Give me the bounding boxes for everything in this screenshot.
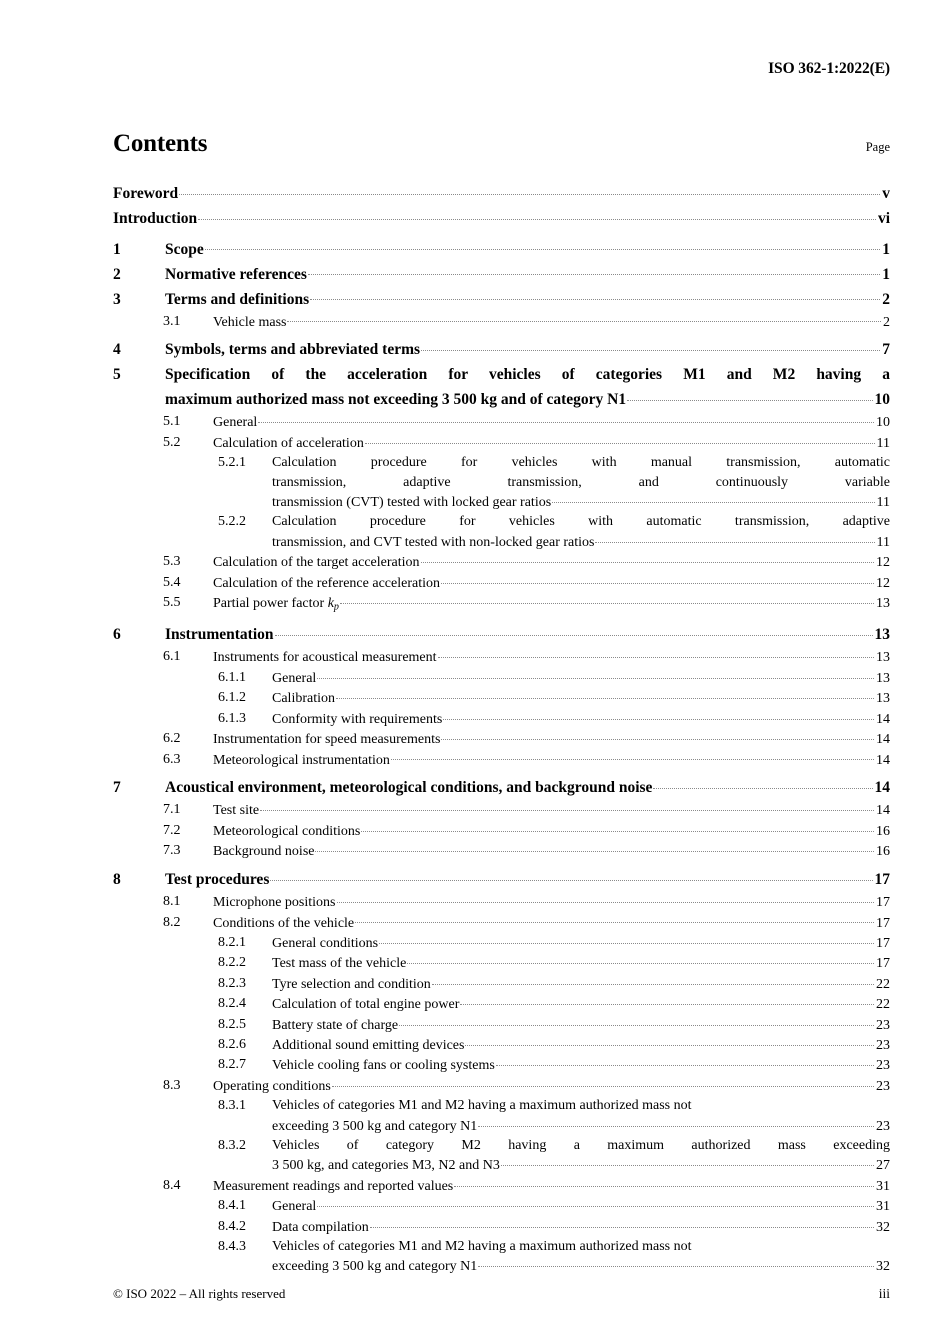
dot-leader xyxy=(501,1155,874,1169)
toc-entry-page-number: 14 xyxy=(876,752,890,768)
dot-leader xyxy=(310,288,880,304)
toc-entry[interactable] xyxy=(113,709,890,729)
toc-entry-body xyxy=(213,1076,890,1096)
toc-entry-body xyxy=(213,1176,890,1196)
toc-entry-title-line: Vehicles of categories M1 and M2 having a maximum authorized mass not xyxy=(272,1098,692,1114)
toc-entry-page-number: 13 xyxy=(874,626,890,644)
toc-entry-title: Instrumentation xyxy=(165,626,274,644)
toc-entry-number: 5.2.2 xyxy=(218,514,246,530)
toc-entry-title: General conditions xyxy=(272,935,379,951)
table-of-contents xyxy=(113,181,890,1277)
toc-entry-body xyxy=(272,933,890,953)
toc-entry-body xyxy=(213,593,890,617)
toc-entry-body xyxy=(272,512,890,552)
toc-entry-body xyxy=(213,800,890,820)
toc-entry[interactable] xyxy=(113,867,890,892)
toc-entry-title: Normative references xyxy=(165,265,307,283)
toc-entry-number: 8.2.2 xyxy=(218,955,246,971)
toc-entry-title: Instruments for acoustical measurement xyxy=(213,650,437,666)
toc-entry-title: Measurement readings and reported values xyxy=(213,1178,454,1194)
toc-entry[interactable] xyxy=(113,933,890,953)
toc-entry-number: 7.2 xyxy=(163,822,181,838)
toc-entry-page-number: 1 xyxy=(882,265,890,283)
toc-entry-body xyxy=(165,622,890,647)
toc-entry-page-number: 16 xyxy=(876,844,890,860)
toc-entry-body xyxy=(165,287,890,312)
toc-entry-body xyxy=(165,775,890,800)
toc-entry-title-line: Vehicles of categories M1 and M2 having a maximum authorized mass not xyxy=(272,1239,692,1255)
toc-entry-body xyxy=(213,841,890,861)
dot-leader xyxy=(287,312,881,326)
toc-entry-number: 3.1 xyxy=(163,313,181,329)
toc-entry[interactable] xyxy=(113,433,890,453)
toc-entry-body xyxy=(272,974,890,994)
dot-leader xyxy=(332,1076,874,1090)
toc-entry-title: Meteorological instrumentation xyxy=(213,752,390,768)
toc-entry-number: 8.4.2 xyxy=(218,1218,246,1234)
copyright-notice: © ISO 2022 – All rights reserved xyxy=(113,1286,286,1301)
toc-entry[interactable] xyxy=(113,312,890,332)
toc-entry-number: 8.1 xyxy=(163,894,181,910)
toc-entry-number: 7.1 xyxy=(163,802,181,818)
toc-entry-body xyxy=(165,262,890,287)
toc-entry[interactable] xyxy=(113,1176,890,1196)
toc-entry-title: Meteorological conditions xyxy=(213,823,361,839)
toc-entry-title: Terms and definitions xyxy=(165,290,310,308)
toc-entry-title: General xyxy=(272,1199,317,1215)
toc-entry[interactable] xyxy=(113,729,890,749)
toc-entry-title: General xyxy=(213,415,258,431)
toc-entry-title: Data compilation xyxy=(272,1219,369,1235)
toc-entry-number: 8.2.1 xyxy=(218,934,246,950)
toc-entry-number: 6.1.1 xyxy=(218,669,246,685)
toc-entry-title: Tyre selection and condition xyxy=(272,976,431,992)
toc-entry-number: 8.3.1 xyxy=(218,1098,246,1114)
toc-entry-title-line: exceeding 3 500 kg and category N1 xyxy=(272,1259,478,1275)
toc-entry-number: 5 xyxy=(113,366,121,384)
toc-entry[interactable] xyxy=(113,622,890,647)
dot-leader xyxy=(454,1176,874,1190)
toc-entry-number: 1 xyxy=(113,240,121,258)
dot-leader xyxy=(399,1015,874,1029)
dot-leader xyxy=(370,1217,874,1231)
toc-entry-page-number: 12 xyxy=(876,575,890,591)
toc-entry-number: 6.1 xyxy=(163,649,181,665)
dot-leader xyxy=(355,913,874,927)
toc-entry-page-number: 23 xyxy=(876,1118,890,1134)
toc-entry-page-number: 10 xyxy=(876,415,890,431)
dot-leader xyxy=(179,183,880,199)
toc-entry-title-line: Vehicles of category M2 having a maximum authorized mass exceeding xyxy=(272,1138,890,1154)
toc-entry-body xyxy=(272,453,890,512)
dot-leader xyxy=(478,1256,874,1270)
toc-entry-page-number: 11 xyxy=(876,435,890,451)
toc-entry[interactable] xyxy=(113,913,890,933)
toc-entry-page-number: 27 xyxy=(876,1158,890,1174)
toc-entry-title: Background noise xyxy=(213,844,315,860)
dot-leader xyxy=(460,994,874,1008)
toc-entry-title: Operating conditions xyxy=(213,1078,331,1094)
toc-entry-number: 6.1.3 xyxy=(218,710,246,726)
toc-entry-page-number: 13 xyxy=(876,670,890,686)
toc-entry-page-number: 10 xyxy=(874,391,890,409)
toc-entry-body xyxy=(213,750,890,770)
toc-entry-title: General xyxy=(272,670,317,686)
toc-entry-body xyxy=(272,1237,890,1277)
dot-leader xyxy=(270,869,872,885)
toc-entry-page-number: 11 xyxy=(876,495,890,511)
toc-entry-number: 6 xyxy=(113,626,121,644)
toc-entry-body xyxy=(213,433,890,453)
toc-entry-number: 8.2.4 xyxy=(218,996,246,1012)
dot-leader xyxy=(361,821,874,835)
toc-entry-number: 3 xyxy=(113,290,121,308)
toc-entry-body xyxy=(213,647,890,667)
toc-entry-page-number: 17 xyxy=(876,895,890,911)
toc-entry-body xyxy=(272,1136,890,1176)
toc-entry-body xyxy=(272,1055,890,1075)
dot-leader xyxy=(441,573,874,587)
dot-leader xyxy=(438,647,874,661)
toc-entry-number: 5.2.1 xyxy=(218,455,246,471)
toc-entry-body xyxy=(272,994,890,1014)
dot-leader xyxy=(198,208,876,224)
toc-entry-number: 5.4 xyxy=(163,574,181,590)
toc-entry-title-line: transmission, and CVT tested with non-locked gear ratios xyxy=(272,534,595,550)
toc-entry-page-number: 14 xyxy=(874,779,890,797)
toc-entry-title-line: Calculation procedure for vehicles with automatic transmission, adaptive xyxy=(272,514,890,530)
toc-entry-number: 8.4 xyxy=(163,1177,181,1193)
toc-entry-page-number: 13 xyxy=(876,596,890,612)
toc-entry-number: 6.1.2 xyxy=(218,690,246,706)
dot-leader xyxy=(595,532,874,546)
toc-entry-title: Vehicle cooling fans or cooling systems xyxy=(272,1058,495,1074)
dot-leader xyxy=(205,238,881,254)
toc-entry[interactable] xyxy=(113,1136,890,1176)
toc-entry-body xyxy=(213,729,890,749)
toc-entry-body xyxy=(272,953,890,973)
toc-entry-page-number: 2 xyxy=(883,314,890,330)
toc-entry-page-number: 7 xyxy=(882,341,890,359)
toc-entry[interactable] xyxy=(113,1096,890,1136)
toc-entry-title: Test procedures xyxy=(165,871,270,889)
toc-entry-body xyxy=(165,337,890,362)
toc-entry-body xyxy=(213,412,890,432)
toc-entry-page-number: 13 xyxy=(876,650,890,666)
toc-entry-title: Calculation of the reference acceleration xyxy=(213,575,440,591)
toc-entry[interactable] xyxy=(113,892,890,912)
toc-entry-page-number: 17 xyxy=(876,935,890,951)
document-reference-header: ISO 362-1:2022(E) xyxy=(768,60,890,77)
toc-entry[interactable] xyxy=(113,800,890,820)
toc-entry[interactable] xyxy=(113,821,890,841)
toc-entry-page-number: 2 xyxy=(882,290,890,308)
toc-entry[interactable] xyxy=(113,512,890,552)
toc-entry-number: 5.5 xyxy=(163,595,181,611)
toc-entry[interactable] xyxy=(113,1076,890,1096)
toc-entry-number: 5.2 xyxy=(163,434,181,450)
toc-entry-title: Vehicle mass xyxy=(213,314,287,330)
page-column-label: Page xyxy=(865,140,890,154)
toc-entry-title: Calculation of acceleration xyxy=(213,435,364,451)
toc-entry-body xyxy=(213,573,890,593)
toc-entry[interactable] xyxy=(113,1055,890,1075)
toc-entry-body xyxy=(272,1217,890,1237)
toc-entry-title: Additional sound emitting devices xyxy=(272,1037,465,1053)
dot-leader xyxy=(340,593,874,607)
toc-entry-body xyxy=(113,181,890,206)
toc-entry-number: 8.3 xyxy=(163,1077,181,1093)
toc-entry[interactable] xyxy=(113,841,890,861)
dot-leader xyxy=(317,668,874,682)
toc-entry-title: Test mass of the vehicle xyxy=(272,956,407,972)
dot-leader xyxy=(465,1035,874,1049)
dot-leader xyxy=(478,1116,874,1130)
page-title: Contents xyxy=(113,130,208,157)
toc-entry-page-number: 14 xyxy=(876,711,890,727)
toc-entry-body xyxy=(272,1196,890,1216)
toc-entry-page-number: 1 xyxy=(882,240,890,258)
dot-leader xyxy=(552,492,874,506)
toc-entry-body xyxy=(213,312,890,332)
toc-entry-number: 7.3 xyxy=(163,843,181,859)
toc-entry-page-number: 14 xyxy=(876,803,890,819)
dot-leader xyxy=(260,800,874,814)
toc-entry-number: 8.2.6 xyxy=(218,1036,246,1052)
toc-entry-page-number: 32 xyxy=(876,1259,890,1275)
dot-leader xyxy=(441,729,874,743)
toc-entry-body xyxy=(113,206,890,231)
toc-entry-title: Conformity with requirements xyxy=(272,711,443,727)
toc-entry-page-number: 22 xyxy=(876,976,890,992)
toc-entry-number: 8 xyxy=(113,871,121,889)
toc-entry[interactable] xyxy=(113,206,890,231)
toc-entry[interactable] xyxy=(113,573,890,593)
toc-entry-number: 4 xyxy=(113,341,121,359)
toc-entry-title: Calculation of total engine power xyxy=(272,997,460,1013)
dot-leader xyxy=(627,389,872,405)
toc-entry-page-number: 17 xyxy=(876,915,890,931)
dot-leader xyxy=(421,552,874,566)
toc-entry[interactable] xyxy=(113,237,890,262)
dot-leader xyxy=(407,953,874,967)
toc-entry-title: Acoustical environment, meteorological conditions, and background noise xyxy=(165,779,653,797)
toc-entry[interactable] xyxy=(113,552,890,572)
dot-leader xyxy=(432,974,874,988)
toc-entry-title: Instrumentation for speed measurements xyxy=(213,732,441,748)
toc-entry-title: Battery state of charge xyxy=(272,1017,399,1033)
toc-entry-number: 6.3 xyxy=(163,751,181,767)
dot-leader xyxy=(496,1055,874,1069)
toc-entry-number: 8.2.7 xyxy=(218,1057,246,1073)
toc-entry-page-number: 23 xyxy=(876,1017,890,1033)
toc-entry-page-number: 17 xyxy=(874,871,890,889)
toc-entry[interactable] xyxy=(113,668,890,688)
toc-entry[interactable] xyxy=(113,287,890,312)
toc-entry-number: 2 xyxy=(113,265,121,283)
dot-leader xyxy=(275,624,873,640)
toc-entry-number: 8.2.5 xyxy=(218,1016,246,1032)
toc-entry[interactable] xyxy=(113,974,890,994)
toc-entry-title-line: exceeding 3 500 kg and category N1 xyxy=(272,1118,478,1134)
toc-entry-body xyxy=(272,668,890,688)
toc-entry-body xyxy=(213,821,890,841)
toc-entry[interactable] xyxy=(113,262,890,287)
toc-entry-number: 8.4.3 xyxy=(218,1239,246,1255)
toc-entry-title-line: Specification of the acceleration for vehicles of categories M1 and M2 having a xyxy=(165,366,890,384)
toc-entry[interactable] xyxy=(113,593,890,617)
toc-entry-page-number: 31 xyxy=(876,1199,890,1215)
toc-entry-body xyxy=(165,362,890,412)
toc-entry-page-number: 14 xyxy=(876,732,890,748)
toc-entry-title: Partial power factor $k_p$ xyxy=(213,596,339,613)
contents-heading-row xyxy=(113,130,890,158)
toc-entry[interactable] xyxy=(113,688,890,708)
toc-entry-page-number: 23 xyxy=(876,1037,890,1053)
toc-entry-number: 5.3 xyxy=(163,554,181,570)
toc-entry[interactable] xyxy=(113,453,890,512)
toc-entry[interactable] xyxy=(113,362,890,412)
toc-entry-body xyxy=(213,913,890,933)
toc-entry-number: 8.2.3 xyxy=(218,975,246,991)
footer-page-number: iii xyxy=(878,1286,890,1301)
toc-entry-number: 7 xyxy=(113,779,121,797)
toc-entry-page-number: 31 xyxy=(876,1178,890,1194)
toc-entry-number: 8.3.2 xyxy=(218,1138,246,1154)
toc-entry-title-line: transmission (CVT) tested with locked gear ratios xyxy=(272,495,552,511)
toc-entry[interactable] xyxy=(113,1196,890,1216)
toc-entry-title: Calculation of the target acceleration xyxy=(213,555,420,571)
toc-entry[interactable] xyxy=(113,1237,890,1277)
dot-leader xyxy=(421,339,880,355)
toc-entry-body xyxy=(272,1015,890,1035)
toc-entry[interactable] xyxy=(113,181,890,206)
toc-entry[interactable] xyxy=(113,1015,890,1035)
toc-entry-body xyxy=(272,1096,890,1136)
dot-leader xyxy=(336,688,874,702)
toc-entry-number: 8.4.1 xyxy=(218,1198,246,1214)
dot-leader xyxy=(315,841,874,855)
toc-entry-page-number: 23 xyxy=(876,1058,890,1074)
toc-entry-title: Introduction xyxy=(113,210,198,227)
toc-entry-page-number: 12 xyxy=(876,555,890,571)
dot-leader xyxy=(379,933,874,947)
page-footer xyxy=(113,1286,890,1302)
toc-entry-page-number: vi xyxy=(877,210,890,227)
toc-entry[interactable] xyxy=(113,647,890,667)
toc-entry-page-number: 13 xyxy=(876,691,890,707)
toc-entry[interactable] xyxy=(113,1035,890,1055)
toc-entry-body xyxy=(272,709,890,729)
toc-entry-page-number: 11 xyxy=(876,534,890,550)
dot-leader xyxy=(443,709,874,723)
toc-entry-title-line: maximum authorized mass not exceeding 3 500 kg and of category N1 xyxy=(165,391,627,409)
toc-entry-page-number: 17 xyxy=(876,956,890,972)
toc-entry-page-number: 32 xyxy=(876,1219,890,1235)
dot-leader xyxy=(258,412,874,426)
toc-entry-title: Scope xyxy=(165,240,204,258)
toc-entry-title: Conditions of the vehicle xyxy=(213,915,355,931)
toc-entry[interactable] xyxy=(113,953,890,973)
toc-entry-body xyxy=(213,892,890,912)
toc-entry-body xyxy=(213,552,890,572)
toc-entry-title: Microphone positions xyxy=(213,895,336,911)
toc-entry-body xyxy=(165,237,890,262)
toc-entry-body xyxy=(272,688,890,708)
toc-entry-title: Foreword xyxy=(113,185,179,202)
toc-entry[interactable] xyxy=(113,337,890,362)
toc-entry-page-number: 23 xyxy=(876,1078,890,1094)
toc-entry-title: Calibration xyxy=(272,691,335,707)
toc-entry-page-number: v xyxy=(882,185,890,202)
toc-entry[interactable] xyxy=(113,412,890,432)
dot-leader xyxy=(308,263,880,279)
dot-leader xyxy=(391,750,874,764)
toc-entry-title: Test site xyxy=(213,803,260,819)
toc-entry-title-line: Calculation procedure for vehicles with manual transmission, automatic xyxy=(272,455,890,471)
toc-entry-number: 8.2 xyxy=(163,914,181,930)
toc-entry[interactable] xyxy=(113,750,890,770)
toc-entry-number: 5.1 xyxy=(163,414,181,430)
dot-leader xyxy=(337,892,875,906)
toc-entry-title-line: 3 500 kg, and categories M3, N2 and N3 xyxy=(272,1158,500,1174)
toc-entry-title: Symbols, terms and abbreviated terms xyxy=(165,341,421,359)
toc-entry[interactable] xyxy=(113,775,890,800)
dot-leader xyxy=(653,777,872,793)
dot-leader xyxy=(317,1196,874,1210)
toc-entry[interactable] xyxy=(113,1217,890,1237)
toc-entry-page-number: 22 xyxy=(876,997,890,1013)
toc-entry-page-number: 16 xyxy=(876,823,890,839)
toc-entry-body xyxy=(165,867,890,892)
toc-entry-number: 6.2 xyxy=(163,731,181,747)
toc-entry[interactable] xyxy=(113,994,890,1014)
toc-entry-title-line: transmission, adaptive transmission, and continuously variable xyxy=(272,474,890,490)
dot-leader xyxy=(365,433,875,447)
toc-entry-body xyxy=(272,1035,890,1055)
